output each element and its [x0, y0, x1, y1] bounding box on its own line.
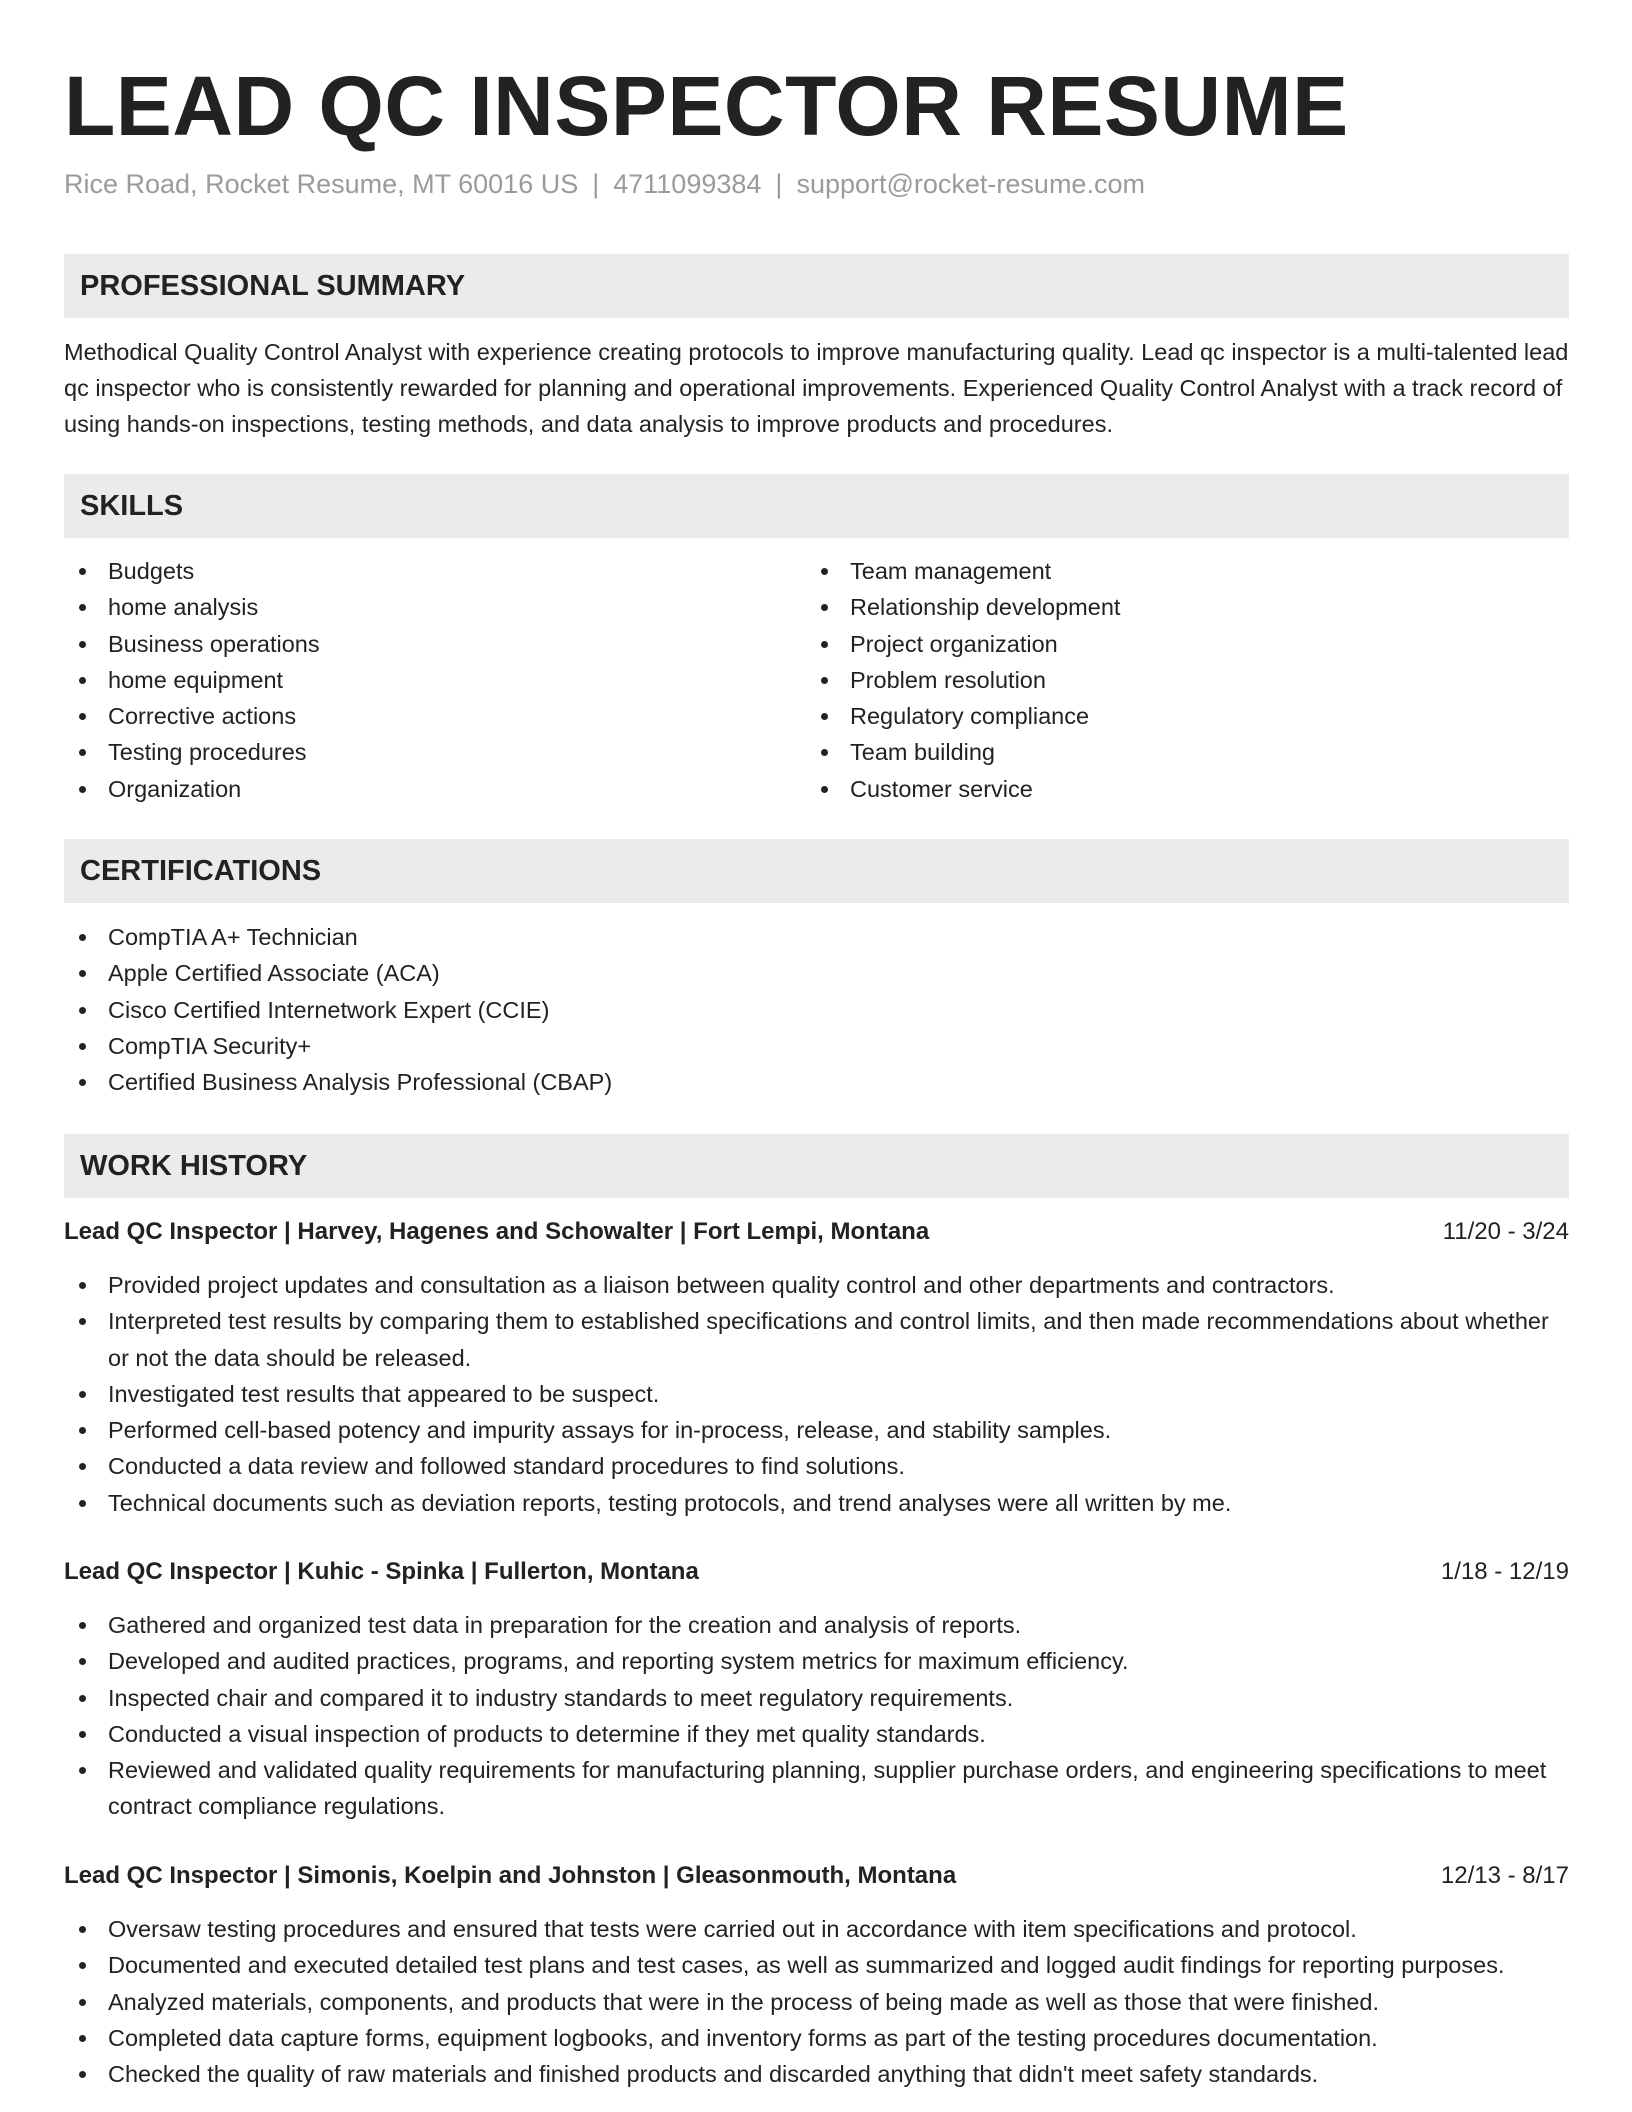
skill-item: Budgets	[64, 553, 804, 589]
skill-item: home equipment	[64, 662, 804, 698]
job-header	[64, 1554, 1569, 1590]
job-duty-item: Completed data capture forms, equipment logbooks, and inventory forms as part of the testing procedures documentation.	[64, 2020, 1569, 2056]
work-history-section-header	[64, 1134, 1569, 1198]
job-duty-item: Provided project updates and consultation as a liaison between quality control and other departments and contractors.	[64, 1267, 1569, 1303]
skills-list-left	[64, 553, 804, 807]
skill-item: Business operations	[64, 626, 804, 662]
resume-title: LEAD QC INSPECTOR RESUME	[64, 59, 1349, 153]
skill-item: Project organization	[806, 626, 1546, 662]
job-duty-item: Oversaw testing procedures and ensured that tests were carried out in accordance with item specifications and protocol.	[64, 1911, 1569, 1947]
job-title: Lead QC Inspector | Simonis, Koelpin and Johnston | Gleasonmouth, Montana	[64, 1862, 957, 1889]
certification-item: CompTIA A+ Technician	[64, 919, 1569, 955]
job-duties-list	[64, 1911, 1569, 2092]
skill-item: home analysis	[64, 589, 804, 625]
skill-item: Team management	[806, 553, 1546, 589]
job-duty-item: Investigated test results that appeared to be suspect.	[64, 1376, 1569, 1412]
job-duty-item: Reviewed and validated quality requirements for manufacturing planning, supplier purchase orders, and engineering specifications to meet contract compliance regulations.	[64, 1752, 1569, 1825]
certification-item: Certified Business Analysis Professional (CBAP)	[64, 1064, 1569, 1100]
job-duty-item: Documented and executed detailed test plans and test cases, as well as summarized and logged audit findings for reporting purposes.	[64, 1947, 1569, 1983]
summary-text: Methodical Quality Control Analyst with experience creating protocols to improve manufacturing quality. Lead qc inspector is a multi-talented lead qc inspector who is consistently rewarded for planning and operational improvements. Experienced Quality Control Analyst with a track record of using hands-on inspections, testing methods, and data analysis to improve products and procedures.	[64, 339, 1569, 437]
certifications-section-header	[64, 839, 1569, 903]
job-duties-list	[64, 1267, 1569, 1521]
skill-item: Corrective actions	[64, 698, 804, 734]
certification-item: CompTIA Security+	[64, 1028, 1569, 1064]
skill-item: Testing procedures	[64, 734, 804, 770]
skills-section-header	[64, 474, 1569, 538]
section-heading: PROFESSIONAL SUMMARY	[80, 270, 466, 302]
job-header	[64, 1214, 1569, 1250]
phone: 4711099384	[613, 169, 762, 199]
job-duty-item: Analyzed materials, components, and products that were in the process of being made as well as those that were finished.	[64, 1984, 1569, 2020]
job-duty-item: Checked the quality of raw materials and finished products and discarded anything that didn't meet safety standards.	[64, 2056, 1569, 2092]
contact-line	[64, 166, 1145, 202]
job-dates: 1/18 - 12/19	[1440, 1558, 1569, 1585]
certification-item: Apple Certified Associate (ACA)	[64, 955, 1569, 991]
job-duty-item: Interpreted test results by comparing them to established specifications and control limits, and then made recommendations about whether or not the data should be released.	[64, 1303, 1569, 1376]
job-duty-item: Technical documents such as deviation reports, testing protocols, and trend analyses were all written by me.	[64, 1485, 1569, 1521]
job-title: Lead QC Inspector | Harvey, Hagenes and Schowalter | Fort Lempi, Montana	[64, 1218, 930, 1245]
separator: |	[775, 169, 783, 199]
certification-item: Cisco Certified Internetwork Expert (CCIE)	[64, 992, 1569, 1028]
address: Rice Road, Rocket Resume, MT 60016 US	[64, 169, 579, 199]
skill-item: Team building	[806, 734, 1546, 770]
email-link[interactable]: support@rocket-resume.com	[796, 169, 1145, 199]
separator: |	[592, 169, 600, 199]
job-duty-item: Gathered and organized test data in preparation for the creation and analysis of reports.	[64, 1607, 1569, 1643]
job-dates: 11/20 - 3/24	[1442, 1218, 1569, 1245]
skills-list-right	[806, 553, 1546, 807]
resume-page	[64, 0, 1569, 2112]
skill-item: Problem resolution	[806, 662, 1546, 698]
section-heading: WORK HISTORY	[80, 1150, 308, 1182]
job-duty-item: Conducted a data review and followed standard procedures to find solutions.	[64, 1448, 1569, 1484]
job-duties-list	[64, 1607, 1569, 1825]
section-heading: SKILLS	[80, 490, 184, 522]
job-title: Lead QC Inspector | Kuhic - Spinka | Fullerton, Montana	[64, 1558, 699, 1585]
job-duty-item: Developed and audited practices, programs, and reporting system metrics for maximum efficiency.	[64, 1643, 1569, 1679]
skill-item: Organization	[64, 771, 804, 807]
job-duty-item: Conducted a visual inspection of products to determine if they met quality standards.	[64, 1716, 1569, 1752]
job-duty-item: Inspected chair and compared it to industry standards to meet regulatory requirements.	[64, 1680, 1569, 1716]
skill-item: Regulatory compliance	[806, 698, 1546, 734]
section-heading: CERTIFICATIONS	[80, 855, 322, 887]
job-dates: 12/13 - 8/17	[1440, 1862, 1569, 1889]
skill-item: Customer service	[806, 771, 1546, 807]
summary-section-header	[64, 254, 1569, 318]
certifications-list	[64, 919, 1569, 1100]
job-header	[64, 1858, 1569, 1894]
skill-item: Relationship development	[806, 589, 1546, 625]
job-duty-item: Performed cell-based potency and impurity assays for in-process, release, and stability samples.	[64, 1412, 1569, 1448]
